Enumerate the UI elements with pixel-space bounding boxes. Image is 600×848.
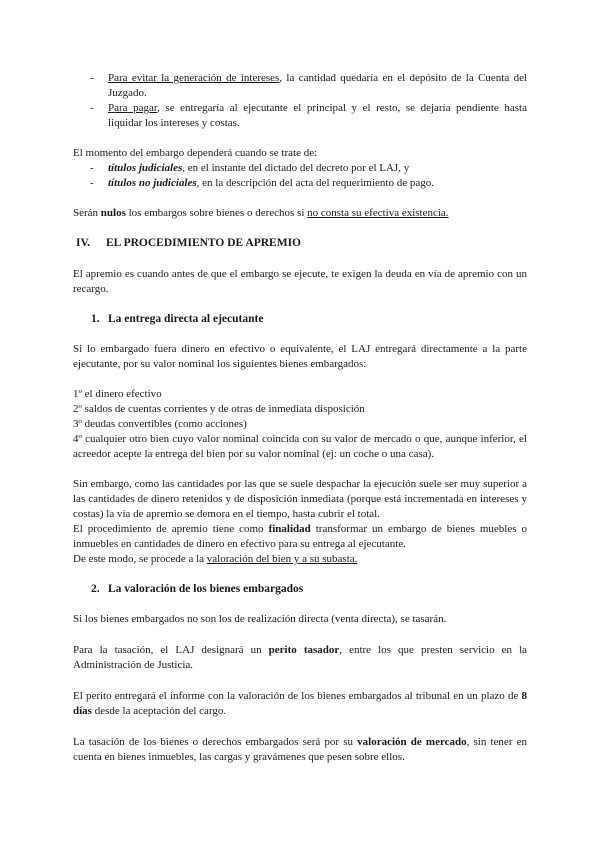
bold-phrase: 8 — [521, 690, 527, 702]
paragraph — [73, 689, 527, 704]
bold-phrase: días — [73, 705, 92, 717]
underlined-phrase: no consta su efectiva existencia. — [307, 207, 449, 219]
subsection-number: 1. — [91, 313, 100, 325]
paragraph: El apremio es cuando antes de que el embargo se ejecute, te exigen la deuda en vía de apremio con un — [73, 268, 527, 280]
underlined-phrase: Para evitar la generación de intereses — [108, 72, 280, 84]
bullet-dash: - — [90, 102, 94, 114]
bold-phrase: perito tasador — [268, 644, 340, 656]
bullet-dash: - — [90, 72, 94, 84]
list-item — [73, 161, 527, 176]
text-run: Para la tasación, el LAJ designará un — [73, 644, 269, 656]
text-run: desde la aceptación del cargo. — [91, 705, 227, 717]
text-line: costas) la vía de apremio se demora en el tiempo, hasta cubrir el total. — [73, 508, 380, 520]
bold-phrase: títulos no judiciales — [108, 177, 197, 189]
bold-phrase: nulos — [100, 207, 126, 219]
list-item — [73, 101, 527, 131]
text-line — [73, 522, 527, 537]
bullet-list-intro — [73, 71, 527, 131]
subsection-title: La valoración de los bienes embargados — [108, 583, 304, 595]
text-line: cuenta en bienes inmuebles, las cargas y gravámenes que pesen sobre ellos. — [73, 751, 405, 763]
text-line: recargo. — [73, 283, 109, 295]
text-run: Serán — [73, 207, 101, 219]
text-run: , en el instante del dictado del decreto por el LAJ, y — [182, 162, 410, 174]
text-line: Sin embargo, como las cantidades por las que se suele despachar la ejecución suele ser muy superior a — [73, 478, 527, 490]
list-item: 3º deudas convertibles (como acciones) — [73, 418, 247, 430]
text-line: Juzgado. — [108, 87, 147, 99]
subsection-title: La entrega directa al ejecutante — [108, 313, 264, 325]
text-line: las cantidades de dinero retenidos y de disposición inmediata (porque está incrementada en intereses y — [73, 493, 527, 505]
text-line: liquidar los intereses y costas. — [108, 117, 240, 129]
text-line: ejecutante, por su valor nominal los siguientes bienes embargados: — [73, 358, 367, 370]
text-run: , la cantidad quedaría en el depósito de la Cuenta del — [279, 72, 528, 84]
numbered-list — [73, 387, 527, 462]
bullet-dash: - — [90, 177, 94, 189]
bold-phrase: títulos judiciales — [108, 162, 183, 174]
subsection-number: 2. — [91, 583, 100, 595]
list-item — [73, 71, 527, 101]
text-run: los embargos sobre bienes o derechos si — [125, 207, 308, 219]
paragraph: El momento del embargo dependerá cuando se trate de: — [73, 147, 318, 159]
text-line — [73, 704, 527, 719]
paragraph: Si los bienes embargados no son los de realización directa (venta directa), se tasarán. — [73, 613, 447, 625]
text-run: , sin tener en — [466, 736, 527, 748]
text-run: El procedimiento de apremio tiene como — [73, 523, 269, 535]
bold-phrase: valoración de mercado — [357, 736, 467, 748]
paragraph — [73, 643, 527, 658]
list-item: 4º cualquier otro bien cuyo valor nominal coincida con su valor de mercado o que, aunque inferior, el — [73, 433, 527, 445]
underlined-phrase: Para pagar — [108, 102, 158, 114]
text-run: , en la descripción del acta del requerimiento de pago. — [196, 177, 434, 189]
bullet-dash: - — [90, 162, 94, 174]
paragraph: Si lo embargado fuera dinero en efectivo o equivalente, el LAJ entregará directamente a la parte — [73, 343, 527, 355]
text-line: acreedor acepte la entrega del bien por su valor nominal (ej: un coche o una casa). — [73, 448, 434, 460]
text-line — [73, 552, 527, 567]
subsection-heading — [73, 312, 527, 327]
text-line: inmuebles en cantidades de dinero en efectivo para su entrega al ejecutante. — [73, 538, 406, 550]
list-item — [73, 176, 527, 191]
subsection-heading — [73, 582, 527, 597]
section-number: IV. — [76, 237, 91, 249]
list-item: 1º el dinero efectivo — [73, 388, 162, 400]
paragraph — [73, 206, 527, 221]
text-line: Administración de Justicia. — [73, 659, 194, 671]
text-run: La tasación de los bienes o derechos embargados será por su — [73, 736, 358, 748]
text-run: transformar un embargo de bienes muebles o — [310, 523, 527, 535]
text-run: , se entregaría al ejecutante el principal y el resto, se dejaría pendiente hasta — [157, 102, 527, 114]
text-run: De este modo, se procede a la — [73, 553, 207, 565]
text-run: El perito entregará el informe con la valoración de los bienes embargados al tribunal en un plazo de — [73, 690, 522, 702]
list-item: 2º saldos de cuentas corrientes y de otras de inmediata disposición — [73, 403, 365, 415]
section-title: EL PROCEDIMIENTO DE APREMIO — [106, 237, 301, 249]
text-run: , entre los que presten servicio en la — [339, 644, 528, 656]
section-heading — [73, 236, 527, 251]
bold-phrase: finalidad — [268, 523, 311, 535]
underlined-phrase: valoración del bien y a su subasta. — [206, 553, 358, 565]
paragraph — [73, 735, 527, 750]
bullet-list-moment — [73, 161, 527, 191]
paragraph-sin-embargo — [73, 477, 527, 567]
document-page — [73, 71, 527, 765]
